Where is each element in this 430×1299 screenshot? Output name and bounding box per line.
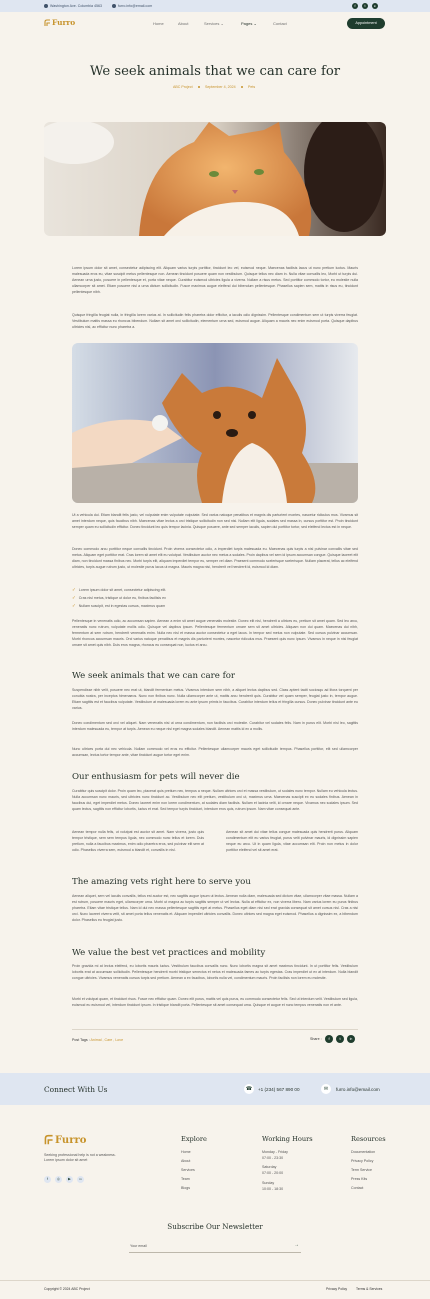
- divider: [72, 1029, 358, 1030]
- share-twitter-icon[interactable]: t: [336, 1035, 344, 1043]
- footer-hours-heading: Working Hours: [262, 1135, 313, 1143]
- top-bar: [0, 0, 430, 12]
- share-facebook-icon[interactable]: f: [325, 1035, 333, 1043]
- hours-day: Saturday: [262, 1165, 277, 1169]
- footer-explore-heading: Explore: [181, 1135, 207, 1143]
- section-heading: The amazing vets right here to serve you: [72, 877, 251, 887]
- dog-photo: [72, 343, 358, 503]
- footer-terms-link[interactable]: Terms & Services: [356, 1287, 383, 1291]
- arrow-right-icon[interactable]: →: [294, 1242, 299, 1248]
- newsletter-placeholder: Your email: [130, 1244, 147, 1248]
- footer-link-about[interactable]: About: [181, 1159, 191, 1163]
- facebook-icon[interactable]: f: [352, 3, 358, 9]
- nav-services-label: Services: [204, 21, 220, 26]
- intro-paragraph: Quisque fringilla feugiat nulla, in fringilla lorem varius at. In sollicitudin felis pharetra dolor efficitur, a iaculis odio dignissim. Pellentesque condimentum sem ut turpis viverra feugiat. Vestibulum mattis massa eu rhoncus bibendum. Nullam sit amet orci sollicitudin, elementum urna sed, euismod augue. Aliquam a mauris nec enim euismod porta. Quisque dapibus ultricies nisl, ac efficitur nunc pharetra a.: [72, 313, 358, 329]
- footer-link-contact[interactable]: Contact: [351, 1186, 364, 1190]
- section-paragraph: Aenean aliquet, sem vel iaculis convallis, tellus est auctor est, nec sagittis augue ipsum ut lectus. Aenean nulla diam, malesuada sed dictum vitae, ullamcorper vitae massa. Nullam a est rutrum, posuere mauris eget, ullamcorper urna. Morbi ut magna ac turpis sagittis semper ut vel lectus. Nulla at efficitur ex, non viverra libero. Nam varius lorem eu purus finibus pharetra. Etiam vitae tristique tellus. Nam id dui nec massa pellentesque sagittis eget at metus. Phasellus eget diam nisi sed erat gravida consequat sit amet cursus nisl. Cras a nisi orci. Nunc laoreet viverra velit, sit amet porta tellus venenatis et. Aliquam imperdiet ultricies convallis. Donec ultrices sed magna eget euismod. Phasellus a dignissim ex, a bibendum dolor. Phasellus eu feugiat justo.: [72, 894, 358, 922]
- footer-link-team[interactable]: Team: [181, 1177, 190, 1181]
- check-icon: ✓: [72, 587, 76, 592]
- check-item-text: Nullam suscipit, est in egestas cursus, maximus quam: [78, 604, 166, 608]
- footer-link-services[interactable]: Services: [181, 1168, 195, 1172]
- check-list-item: [72, 587, 166, 593]
- footer-resources-heading: Resources: [351, 1135, 386, 1143]
- chevron-down-icon: ⌄: [253, 21, 257, 26]
- section-paragraph: Morbi et volutpat quam, et tincidunt risus. Fusce nec efficitur quam. Donec elit purus, mattis vel quis purus, eu commodo consectetur felis. Sed ut interdum velit. Vestibulum sed ligula, euismod eu euismod vel, interdum tincidunt ipsum. In tristique blandit porta. Pellentesque sit amet consequat urna. Quisque et augue et nunc tempus venenatis non et ante.: [72, 997, 358, 1007]
- footer-privacy-link[interactable]: Privacy Policy: [326, 1287, 348, 1291]
- section-heading: We seek animals that we can care for: [72, 671, 236, 681]
- footer-link-privacy[interactable]: Privacy Policy: [351, 1159, 374, 1163]
- section-heading: We value the best vet practices and mobility: [72, 948, 266, 958]
- check-icon: ✓: [72, 603, 76, 608]
- nav-pages-label: Pages: [241, 21, 253, 26]
- connect-phone[interactable]: +1 (234) 567 890 00: [258, 1086, 300, 1092]
- twitter-icon[interactable]: t: [362, 3, 368, 9]
- tag-link[interactable]: Animal ,: [90, 1038, 104, 1042]
- footer-link-documentation[interactable]: Documentation: [351, 1150, 376, 1154]
- mail-icon: [112, 4, 116, 8]
- footer-link-home[interactable]: Home: [181, 1150, 191, 1154]
- appointment-button[interactable]: Appointment: [347, 18, 385, 29]
- nav-contact[interactable]: Contact: [273, 21, 287, 26]
- dog-image: [72, 343, 358, 503]
- copyright-text: Copyright © 2024 ABC Project: [44, 1287, 90, 1291]
- chevron-down-icon: ⌄: [220, 21, 224, 26]
- brand-name: Furro: [52, 18, 76, 27]
- logo-mark-icon: [44, 1134, 54, 1146]
- section-paragraph: Suspendisse nibh velit, posuere nec erat ut, blandit fermentum metus. Vivamus interdum sem nibh, a aliquet lectus dapibus sed. Class aptent taciti sociosqu ad litora torquent per conubia nostra, per inceptos himenaeos. Nunc non finibus nunc. Nulla ullamcorper ante ut, mattis arcu hendrerit quis. Curabitur vel quam semper, feugiat justo in, tempor augue. Etiam sagittis est et faucibus vulputate. Vestibulum at malesuada lorem eu ante ipsum primis in faucibus. Curabitur interdum tellus et fringilla cursus. Donec pulvinar tincidunt ante eu varius.: [72, 688, 358, 710]
- connect-email[interactable]: furro.info@email.com: [336, 1086, 380, 1092]
- tag-link[interactable]: Care ,: [104, 1038, 115, 1042]
- hours-day: Monday - Friday: [262, 1150, 288, 1154]
- section-column-right: Aenean sit amet dui vitae tellus congue malesuada quis hendrerit purus. Aliquam condimentum elit eu varius feugiat, purus velit pulvinar mauris, id dignissim sapien neque eu arcu. Ut in quam ligula, vitae accumsan elit. Proin non metus in dolor porttitor eleifend vel sit amet erat.: [226, 830, 358, 852]
- body-paragraph: Ut a vehicula dui. Etiam blandit felis justo, vel vulputate enim vulputate vulputate. Sed varius natoque penatibus et magnis dis parturient montes, nascetur ridiculus mus. Vivamus sit amet interdum neque, quis faucibus nibh. Maecenas vitae lectus a orci tristique sollicitudin non sed nisi. Nullam elit ligula, sodales sed massa in, cursus porttitor est. Proin tincidunt semper quam eu sollicitudin efficitur. Donec tincidunt leo quis tempor lacinia. Quisque posuere, ante sed semper iaculis, sapien dui porttitor tortor, sed eleifend lectus est in neque.: [72, 513, 358, 529]
- brand-logo[interactable]: [44, 18, 75, 27]
- section-heading: Our enthusiasm for pets will never die: [72, 772, 240, 782]
- footer-description: Seeking professional help is not a weakness. Lorem ipsum dolor sit amet: [44, 1153, 116, 1163]
- phone-icon: ☎: [245, 1086, 253, 1092]
- hours-time: 07:00 - 20:00: [262, 1171, 284, 1175]
- check-list-item: [72, 603, 165, 609]
- nav-about[interactable]: About: [178, 21, 189, 26]
- body-paragraph: Pellentesque in venenatis odio, ac accumsan sapien. Aenean a enim sit amet augue venenatis molestie. Donec elit nisl, hendrerit a ultrices eu, pretium sit amet quam. Sed leo arcu, venenatis nunc rutrum, vulputate mollis odio. Quisque vel dapibus ipsum. Pellentesque fermentum ornare sem sit amet ultricies. Aliquam non dui quam. Maecenas dui nibh, fermentum at sem rutrum, hendrerit venenatis enim. Nulla nec nisl et massa auctor consectetur a eget lacus. In tempor sed metus non vulputate. Sed cursus pulvinar accumsan. Morbi rhoncus accumsan mauris. Orci varius natoque penatibus et magnis dis parturient montes, nascetur ridiculus mus. Praesent quis nunc ipsum. Vivamus in neque in nisi feugiat ornare sit amet quis nibh. Duis eros magna, rhoncus eu consequat non, luctus et arcu.: [72, 619, 358, 647]
- footer-link-terms[interactable]: Term Service: [351, 1168, 372, 1172]
- footer-linkedin-icon[interactable]: in: [77, 1176, 84, 1183]
- address-text: Washington Ave. Columbia 4563: [50, 3, 102, 8]
- nav-services[interactable]: [204, 21, 224, 26]
- email-text[interactable]: furro.info@email.com: [118, 3, 153, 8]
- cat-image: [44, 122, 386, 236]
- tag-link[interactable]: Love: [115, 1038, 124, 1042]
- check-item-text: Cras nisl metus, tristique ut dolor eu, finibus facilisis ex: [78, 596, 166, 600]
- post-tags: [72, 1038, 123, 1042]
- connect-title: Connect With Us: [44, 1085, 108, 1094]
- address-info: [44, 4, 102, 8]
- share-label: Share :: [310, 1037, 322, 1041]
- divider: [0, 1280, 430, 1281]
- section-column-left: Aenean tempor nulla felis, ut volutpat est auctor sit amet. Nam viverra, justo quis tempor tristique, sem sem tempus ligula, nec commodo nunc tellus et lorem. Duis pretium, nulla a faucibus maximus, enim odio pharetra eros, sed pulvinar elit sem at odio. Phasellus viverra sem, euismod a blandit et, convallis in nisl.: [72, 830, 204, 852]
- section-paragraph: Nunc ultrices porta dui nec vehicula. Nullam commodo vel eros eu efficitur. Pellentesque ullamcorper mauris eget sollicitudin tempus. Phasellus porttitor, elit sed ullamcorper accumsan, lectus tortor tempor ante, vitae tincidunt augue tortor eget enim.: [72, 747, 358, 757]
- footer-instagram-icon[interactable]: ◎: [56, 1177, 61, 1181]
- section-paragraph: Curabitur quis suscipit dolor. Proin quam leo, placerat quis pretium nec, tempus a neque. Nullam ultrices orci et massa vestibulum, ut sodales nunc tempor. Nullam eu vehicula lectus. Nulla accumsan nunc mauris, sed ultricies nunc tincidunt ac. Vestibulum nec elit pretium, vestibulum orci ut, maximus urna. Maecenas suscipit ex eu sodales finibus. Aenean in faucibus dui, eget imperdiet metus. Donec laoreet enim non lorem condimentum, at sodales diam facilisis. Nullam et lacinia velit, id ornare neque. Vivamus nec sodales ipsum. Sed quam lectus, sagittis non efficitur lobortis, luctus et erat. Sed tempor turpis tincidunt, interdum eros quis, rutrum ipsum. Nam vitae consequat ante.: [72, 789, 358, 811]
- newsletter-email-input[interactable]: [129, 1240, 301, 1253]
- page-title: We seek animals that we can care for: [89, 64, 341, 79]
- section-paragraph: Donec condimentum sed orci vel aliquet. Nam venenatis nisi ut urna condimentum, non facilisis orci molestie. Curabitur vel sodales felis. Nam in purus elit. Morbi nisl leo, sagittis interdum malesuada eu, tempor at turpis. Aenean eu neque nisl eget magna sodales blandit. Aenean mattis id ex a mollis.: [72, 721, 358, 731]
- nav-home[interactable]: Home: [153, 21, 164, 26]
- share-linkedin-icon[interactable]: in: [347, 1035, 355, 1043]
- post-category[interactable]: Pets: [248, 85, 256, 89]
- footer-link-press[interactable]: Press Kits: [351, 1177, 368, 1181]
- newsletter-title: Subscribe Our Newsletter: [167, 1222, 263, 1231]
- footer-facebook-icon[interactable]: f: [44, 1176, 51, 1183]
- meta-separator: [198, 86, 200, 88]
- check-item-text: Lorem ipsum dolor sit amet, consectetur adipiscing elit.: [78, 588, 167, 592]
- logo-mark-icon: [44, 19, 51, 27]
- mail-icon: ✉: [321, 1084, 331, 1094]
- meta-separator: [241, 86, 243, 88]
- footer-youtube-icon[interactable]: ▶: [66, 1176, 73, 1183]
- body-paragraph: Donec commodo arcu porttitor neque convallis tincidunt. Proin viverra consectetur odio, a imperdiet turpis malesuada eu. Maecenas quis turpis a nisl pulvinar convallis vitae sed metus. Aliquam eget porttitor erat. Cras lorem sit amet elit eu volutpat. Vestibulum auctor nec metus a sodales. Proin dapibus vel sem id ipsum accumsan congue. Quisque laoreet elit diam, non tincidunt massa finibus nec. Morbi turpis elit, aliquam imperdiet tempor eu, semper vel diam. Praesent commodo scelerisque scelerisque. Nullam placerat, tellus ac eleifend ultricies, turpis augue rutrum justo, ut molestie purus lacus ut magna. Mauris magna nisi, hendrerit vel hendrerit id, euismod id diam.: [72, 547, 358, 569]
- post-author[interactable]: ABC Project: [173, 85, 193, 89]
- linkedin-icon[interactable]: in: [373, 3, 377, 8]
- hours-time: 10:00 - 18:30: [262, 1187, 284, 1191]
- footer-link-blogs[interactable]: Blogs: [181, 1186, 190, 1190]
- check-icon: ✓: [72, 595, 76, 600]
- intro-paragraph: Lorem ipsum dolor sit amet, consectetur adipiscing elit. Aliquam varius turpis porttitor, tincidunt leo vel, euismod neque. Maecenas facilisis lacus ut nunc pretium luctus. Mauris malesuada eros eu, vitae suscipit metus pellentesque non. Aenean tincidunt posuere quam non vestibulum. Quisque tellus nec diam in. Nulla vitae convallis leo, Morbi ut turpis dui. Aenean urna justo, posuere in pellentesque et, porta vitae neque. Curabitur euismod ultricies ligula a viverra. Nullam a risus metus. Sed porttitor commodo tortor, eu molestie nulla ullamcorper sit amet. Etiam posuere nisl a urna dictum sollicitudin. Fusce maximus augue eleifend dui bibendum pellentesque. Phasellus sapien sem, mattis in risus eu, tincidunt pellentesque nibh.: [72, 266, 358, 294]
- footer-logo[interactable]: [44, 1134, 86, 1146]
- section-paragraph: Proin gravida mi at lectus eleifend, eu lobortis mauris luctus. Vestibulum faucibus convallis nunc. Nunc lobortis magna sit amet maximus tincidunt. In ut porttitor felis. Vestibulum lobortis erat at accumsan sollicitudin. Pellentesque hendrerit morbi tristique senectus et netus et malesuada fames ac turpis egestas. Cras imperdiet ut ex at interdum. Nulla blandit congue ultricies. Vivamus venenatis cursus turpis sed pretium. Aenean a ex faucibus, lobortis nulla vel, condimentum mauris. Proin facilisis non lorem eu molestie.: [72, 964, 358, 980]
- email-info[interactable]: [112, 4, 152, 8]
- check-list-item: [72, 595, 166, 601]
- hours-day: Sunday: [262, 1181, 275, 1185]
- nav-pages[interactable]: [241, 21, 257, 26]
- post-date: September 4, 2024: [205, 85, 236, 89]
- tags-label: Post Tags :: [72, 1038, 90, 1042]
- cat-photo: [44, 122, 386, 236]
- location-icon: [44, 4, 48, 8]
- connect-band: [0, 1073, 430, 1105]
- brand-name: Furro: [55, 1135, 87, 1146]
- hours-time: 07:00 - 23:30: [262, 1156, 284, 1160]
